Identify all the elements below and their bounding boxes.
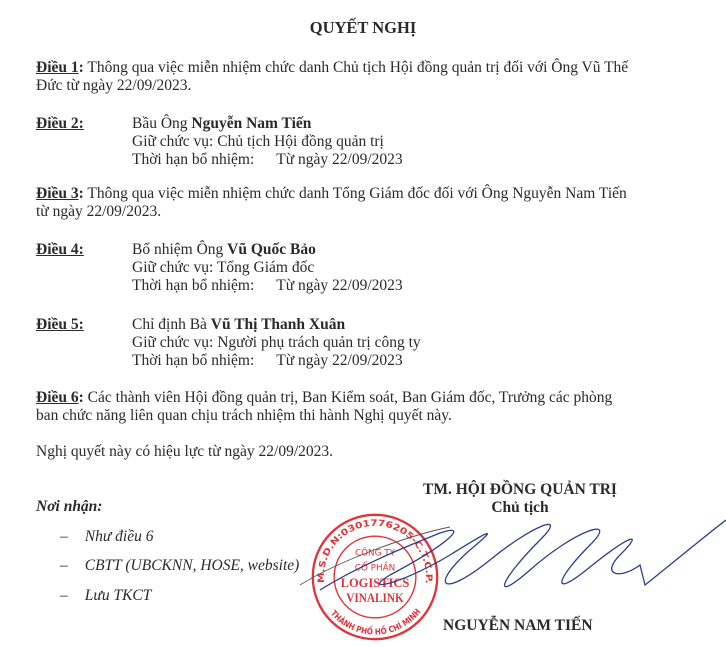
seal-line-4: VINALINK: [346, 590, 405, 606]
article-5-term: Thời hạn bổ nhiệm: Từ ngày 22/09/2023: [132, 352, 403, 369]
recipient-item: – Lưu TKCT: [60, 587, 152, 604]
article-4-position: Giữ chức vụ: Tổng Giám đốc: [132, 259, 315, 276]
signatory-name: NGUYỄN NAM TIẾN: [443, 617, 593, 634]
seal-line-3: LOGISTICS: [340, 575, 410, 591]
article-2-term: Thời hạn bổ nhiệm: Từ ngày 22/09/2023: [132, 151, 403, 168]
signature-org: TM. HỘI ĐỒNG QUẢN TRỊ: [423, 481, 617, 498]
handwritten-signature: [300, 505, 726, 615]
seal-ring-text: M.S.D.N:0301776205-C.T.C.P.: [316, 518, 434, 584]
article-6: Điều 6: Các thành viên Hội đồng quản trị, Ban Kiểm soát, Ban Giám đốc, Trưởng các phòng: [36, 389, 613, 406]
article-label: Điều 1: [36, 59, 79, 76]
article-1: Điều 1: Thông qua việc miễn nhiệm chức danh Chủ tịch Hội đồng quản trị đối với Ông Vũ Thế: [36, 59, 629, 76]
article-4-appoint: Bổ nhiệm Ông Vũ Quốc Bảo: [132, 241, 316, 258]
document-title: QUYẾT NGHỊ: [309, 18, 417, 37]
person-name: Nguyễn Nam Tiến: [191, 115, 312, 132]
recipients-heading: Nơi nhận:: [36, 498, 103, 515]
article-5-appoint: Chỉ định Bà Vũ Thị Thanh Xuân: [132, 316, 346, 333]
effective-statement: Nghị quyết này có hiệu lực từ ngày 22/09/2023.: [36, 443, 334, 460]
article-3: Điều 3: Thông qua việc miễn nhiệm chức danh Tổng Giám đốc đối với Ông Nguyễn Nam Tiến: [36, 185, 627, 202]
article-4-term: Thời hạn bổ nhiệm: Từ ngày 22/09/2023: [132, 277, 403, 294]
seal-bottom-text: THÀNH PHỐ HỒ CHÍ MINH: [328, 605, 424, 637]
recipient-item: – CBTT (UBCKNN, HOSE, website): [60, 557, 300, 574]
article-4-label: Điều 4:: [36, 241, 84, 258]
article-5-label: Điều 5:: [36, 316, 84, 333]
article-2-label: Điều 2:: [36, 115, 84, 132]
seal-line-1: CÔNG TY: [354, 548, 396, 559]
seal-line-2: CỔ PHẦN: [354, 563, 396, 574]
person-name: Vũ Thị Thanh Xuân: [210, 316, 346, 333]
recipient-item: – Như điều 6: [60, 528, 154, 545]
article-text: Thông qua việc miễn nhiệm chức danh Chủ tịch Hội đồng quản trị đối với Ông Vũ Thế: [87, 59, 629, 76]
article-5-position: Giữ chức vụ: Người phụ trách quản trị công ty: [132, 334, 421, 351]
article-3-cont: từ ngày 22/09/2023.: [36, 203, 162, 220]
article-2-appoint: Bầu Ông Nguyễn Nam Tiến: [132, 115, 312, 132]
article-6-cont: ban chức năng liên quan chịu trách nhiệm thi hành Nghị quyết này.: [36, 407, 452, 424]
article-2-position: Giữ chức vụ: Chủ tịch Hội đồng quản trị: [132, 133, 384, 150]
article-1-cont: Đức từ ngày 22/09/2023.: [36, 77, 192, 94]
person-name: Vũ Quốc Bảo: [227, 241, 316, 258]
signature-role: Chủ tịch: [491, 499, 549, 516]
